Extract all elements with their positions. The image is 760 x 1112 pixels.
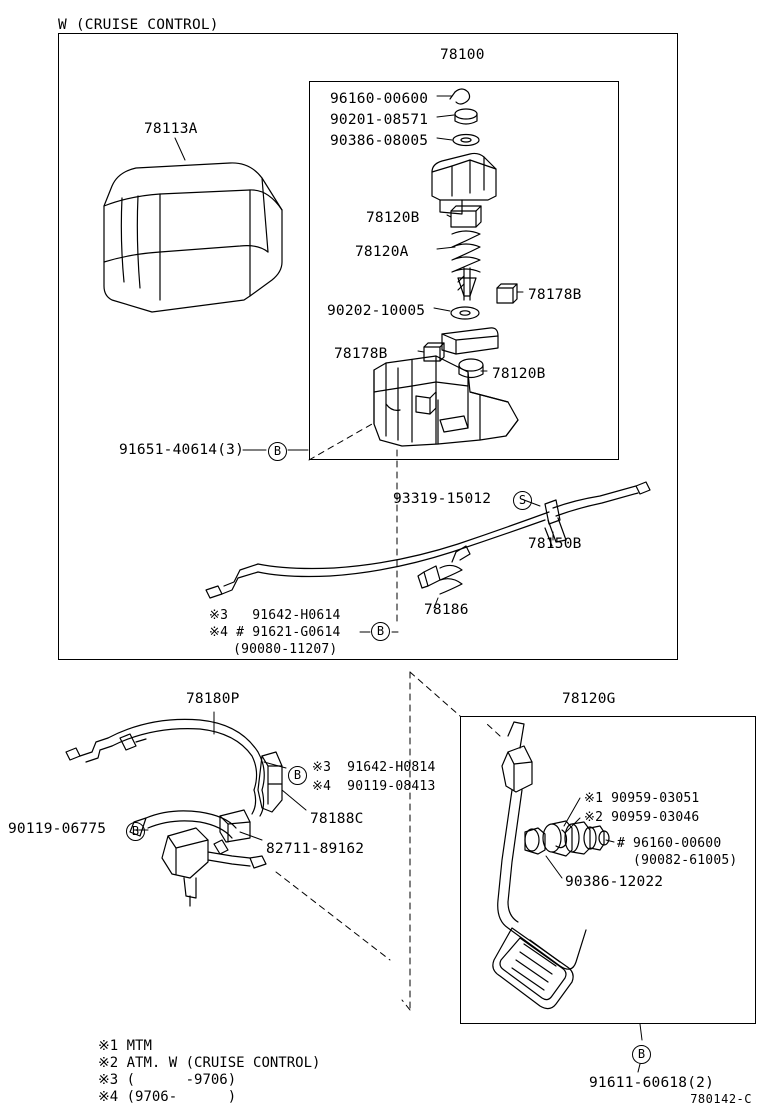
label-78120a: 78120A	[355, 244, 409, 260]
label-91651-40614: 91651-40614(3)	[119, 442, 245, 458]
label-78113a: 78113A	[144, 121, 198, 137]
lowerright-note4: (90082-61005)	[617, 853, 738, 868]
bolt-circle-b-main: B	[268, 442, 287, 461]
bolt-note-line2: ※4 # 91621-G0614	[209, 625, 341, 640]
label-90119-06775: 90119-06775	[8, 821, 107, 837]
leader-78113a	[175, 138, 185, 160]
label-78186: 78186	[424, 602, 469, 618]
label-93319-15012: 93319-15012	[393, 491, 492, 507]
label-90386-12022: 90386-12022	[565, 874, 664, 890]
spring-78186-art	[418, 546, 470, 608]
label-78178b-right: 78178B	[528, 287, 582, 303]
figure-code: 780142-C	[690, 1092, 752, 1106]
bolt-note-line1: ※3 91642-H0614	[209, 608, 341, 623]
bolt-circle-b-note: B	[371, 622, 390, 641]
lowerright-note3: # 96160-00600	[617, 836, 722, 851]
label-78178b-left: 78178B	[334, 346, 388, 362]
accel-cable-78150b-art	[206, 482, 650, 598]
label-96160-00600: 96160-00600	[330, 91, 429, 107]
bolt-circle-b-lowerright: B	[632, 1045, 651, 1064]
pedal-bracket-assembly-art	[374, 356, 518, 446]
leader-lines-inner	[418, 96, 523, 371]
label-78188c: 78188C	[310, 811, 364, 827]
header-title: W (CRUISE CONTROL)	[58, 17, 219, 33]
label-90202-10005: 90202-10005	[327, 303, 426, 319]
cover-78113a-art	[104, 163, 282, 312]
lower-right-title: 78120G	[562, 691, 616, 707]
inner-exploded-parts-art	[424, 89, 517, 378]
label-78120b-lower: 78120B	[492, 366, 546, 382]
bolt-note-line3: (90080-11207)	[209, 642, 338, 657]
legend-line-3: ※3 ( -9706)	[98, 1072, 237, 1088]
clip-circle-s: S	[513, 491, 532, 510]
lowerright-note1: ※1 90959-03051	[584, 791, 700, 806]
lowerleft-bolt-note1: ※3 91642-H0814	[312, 760, 436, 775]
pedal-78120g-art	[493, 722, 609, 1009]
legend-line-1: ※1 MTM	[98, 1038, 152, 1054]
dashed-callouts	[276, 424, 500, 1010]
bolt-circle-b-lowerleft2: B	[288, 766, 307, 785]
legend-line-4: ※4 (9706- )	[98, 1089, 237, 1105]
label-91611-60618: 91611-60618(2)	[589, 1075, 715, 1091]
label-82711-89162: 82711-89162	[266, 841, 365, 857]
legend-line-2: ※2 ATM. W (CRUISE CONTROL)	[98, 1055, 321, 1071]
lowerleft-bolt-note2: ※4 90119-08413	[312, 779, 436, 794]
main-panel-title: 78100	[440, 47, 485, 63]
lowerright-note2: ※2 90959-03046	[584, 810, 700, 825]
bolt-circle-b-lowerleft: B	[126, 822, 145, 841]
label-90201-08571: 90201-08571	[330, 112, 429, 128]
lower-left-title: 78180P	[186, 691, 240, 707]
label-78120b-upper: 78120B	[366, 210, 420, 226]
label-78150b: 78150B	[528, 536, 582, 552]
cable-78180p-art	[66, 719, 282, 906]
label-90386-08005: 90386-08005	[330, 133, 429, 149]
